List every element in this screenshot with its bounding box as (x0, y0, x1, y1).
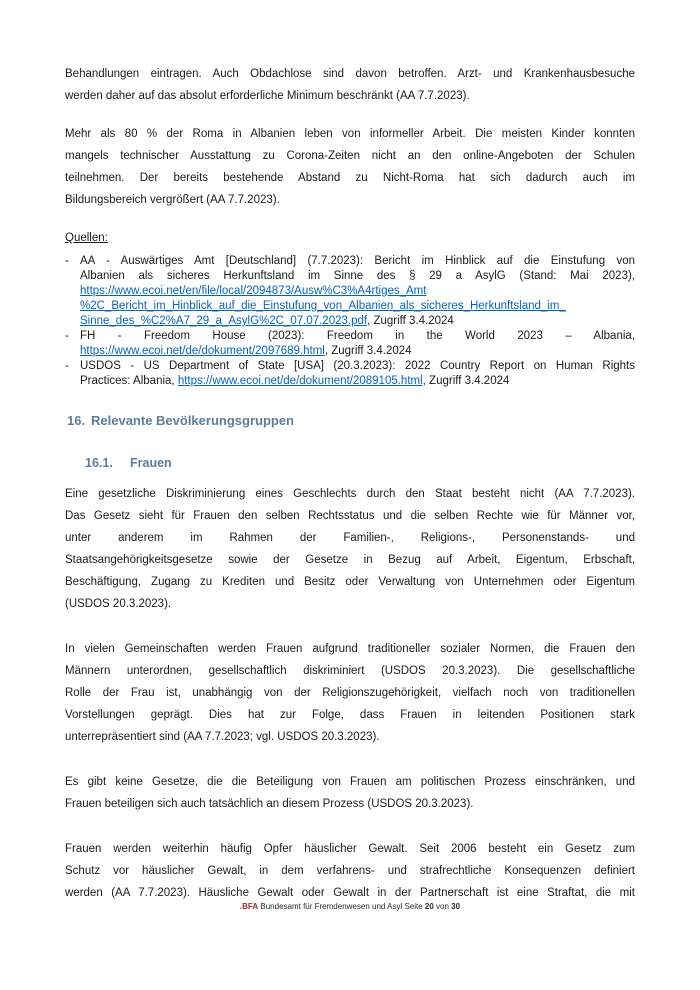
source-text-line: Practices: Albania, (80, 375, 178, 387)
access-date: , Zugriff 3.4.2024 (367, 315, 454, 327)
text-line: Vorstellungen geprägt. Dies hat zur Folge, dass Frauen in leitenden Positionen stark (65, 709, 635, 721)
paragraph-obdachlose (65, 63, 635, 107)
sources-label: Quellen: (65, 232, 108, 244)
link-ecoi-aa-report[interactable]: https://www.ecoi.net/en/file/local/2094873/Ausw%C3%A4rtiges_Amt (80, 285, 427, 297)
paragraph-gesetzliche-rechte (65, 483, 635, 615)
list-bullet: - (65, 330, 69, 342)
text-line: werden daher auf das absolut erforderliche Minimum beschränkt (AA 7.7.2023). (65, 90, 470, 102)
text-line: In vielen Gemeinschaften werden Frauen aufgrund traditioneller sozialer Normen, die Frauen den (65, 643, 635, 655)
source-text-line: Albanien als sicheres Herkunftsland im Sinne des § 29 a AsylG (Stand: Mai 2023), (80, 270, 635, 282)
footer-von: von (433, 902, 452, 911)
text-line: Rolle der Frau ist, unabhängig von der Religionszugehörigkeit, vielfach noch von traditionellen (65, 687, 635, 699)
source-item-fh (65, 329, 635, 359)
text-line: (USDOS 20.3.2023). (65, 598, 172, 610)
text-line: mangels technischer Ausstattung zu Corona-Zeiten nicht an den online-Angeboten der Schulen (65, 150, 635, 162)
subsection-number: 16.1. (85, 456, 113, 470)
source-text-line: USDOS - US Department of State [USA] (20.3.2023): 2022 Country Report on Human Rights (80, 360, 635, 372)
text-line: Frauen beteiligen sich auch tatsächlich an diesem Prozess (USDOS 20.3.2023). (65, 798, 474, 810)
text-line: Es gibt keine Gesetze, die die Beteiligung von Frauen am politischen Prozess einschränken, und (65, 776, 635, 788)
section-number: 16. (67, 413, 86, 428)
text-line: Staatsangehörigkeitsgesetze sowie der Gesetze in Bezug auf Arbeit, Eigentum, Erbschaft, (65, 554, 635, 566)
text-line: Frauen werden weiterhin häufig Opfer häuslicher Gewalt. Seit 2006 besteht ein Gesetz zum (65, 843, 635, 855)
text-line: Mehr als 80 % der Roma in Albanien leben von informeller Arbeit. Die meisten Kinder konnten (65, 128, 635, 140)
section-title: Relevante Bevölkerungsgruppen (91, 413, 294, 428)
link-ecoi-fh-report[interactable]: https://www.ecoi.net/de/dokument/2097689.html (80, 345, 325, 357)
text-line: unter anderem im Rahmen der Familien-, Religions-, Personenstands- und (65, 532, 635, 544)
section-heading-16 (67, 412, 635, 430)
subsection-heading-16-1 (85, 455, 635, 472)
paragraph-roma (65, 123, 635, 211)
list-bullet: - (65, 360, 69, 372)
page-footer (0, 901, 700, 912)
text-line: Beschäftigung, Zugang zu Krediten und Besitz oder Verwaltung von Unternehmen oder Eigentum (65, 576, 635, 588)
list-bullet: - (65, 255, 69, 267)
link-ecoi-aa-report[interactable]: Sinne_des_%C2%A7_29_a_AsylG%2C_07.07.2023.pdf (80, 315, 368, 327)
footer-total-pages: 30 (451, 902, 461, 911)
link-ecoi-usdos-report[interactable]: https://www.ecoi.net/de/dokument/2089105.html (177, 375, 423, 387)
subsection-title: Frauen (130, 456, 172, 470)
paragraph-politischer-prozess (65, 771, 635, 815)
source-list (65, 254, 635, 389)
footer-page-number: 20 (424, 902, 434, 911)
source-text-line: FH - Freedom House (2023): Freedom in the World 2023 – Albania, (80, 330, 635, 342)
footer-org-text: Bundesamt für Fremdenwesen und Asyl Seite (258, 902, 425, 911)
text-line: Männern unterordnen, gesellschaftlich diskriminiert (USDOS 20.3.2023). Die gesellschaftliche (65, 665, 635, 677)
text-line: Behandlungen eintragen. Auch Obdachlose sind davon betroffen. Arzt- und Krankenhausbesuche (65, 68, 635, 80)
bfa-logo: .BFA (239, 902, 259, 911)
link-ecoi-aa-report[interactable]: %2C_Bericht_im_Hinblick_auf_die_Einstufung_von_Albanien_als_sicheres_Herkunftsland_im_ (80, 300, 566, 312)
paragraph-soziale-normen (65, 638, 635, 748)
source-item-usdos (65, 359, 635, 389)
source-text-line: AA - Auswärtiges Amt [Deutschland] (7.7.2023): Bericht im Hinblick auf die Einstufung von (80, 255, 635, 267)
text-line: Eine gesetzliche Diskriminierung eines Geschlechts durch den Staat besteht nicht (AA 7.7.2023). (65, 488, 635, 500)
text-line: unterrepräsentiert sind (AA 7.7.2023; vgl. USDOS 20.3.2023). (65, 731, 380, 743)
source-item-aa (65, 254, 635, 329)
access-date: , Zugriff 3.4.2024 (324, 345, 412, 357)
text-line: Schutz vor häuslicher Gewalt, in dem verfahrens- und strafrechtliche Konsequenzen definiert (65, 865, 635, 877)
text-line: Bildungsbereich vergrößert (AA 7.7.2023). (65, 194, 280, 206)
text-line: teilnehmen. Der bereits bestehende Abstand zu Nicht-Roma hat sich dadurch auch im (65, 172, 635, 184)
text-line: Das Gesetz sieht für Frauen den selben Rechtsstatus und die selben Rechte wie für Männer vor, (65, 510, 635, 522)
access-date: , Zugriff 3.4.2024 (422, 375, 510, 387)
text-line: werden (AA 7.7.2023). Häusliche Gewalt oder Gewalt in der Partnerschaft ist eine Straftat, die mit (65, 887, 635, 899)
paragraph-haeusliche-gewalt (65, 838, 635, 904)
